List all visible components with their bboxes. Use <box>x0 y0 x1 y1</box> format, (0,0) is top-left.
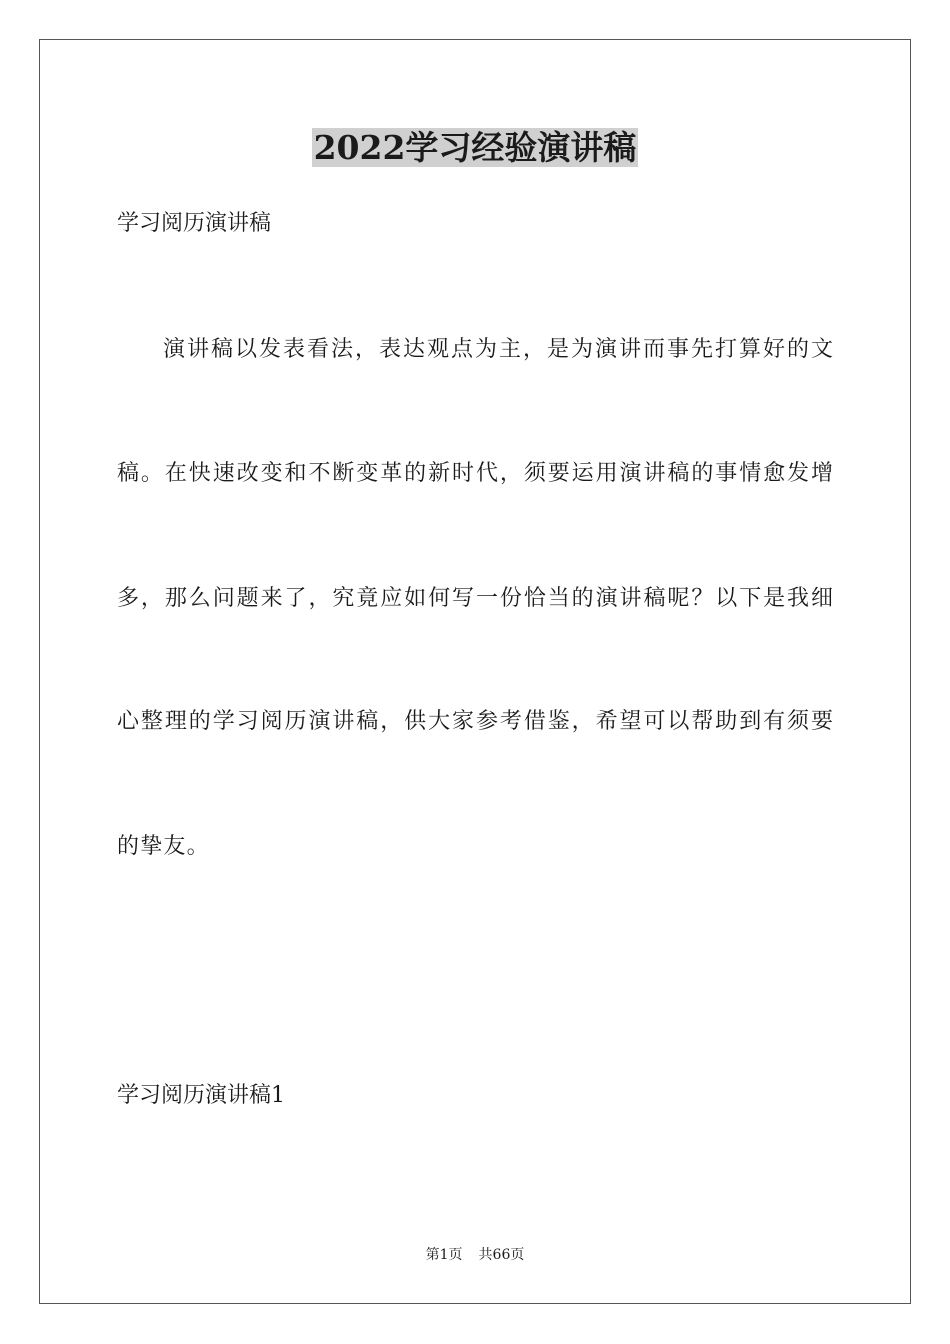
paragraph-line: 多，那么问题来了，究竟应如何写一份恰当的演讲稿呢？以下是我细 <box>117 586 833 611</box>
document-title-text: 2022学习经验演讲稿 <box>313 128 637 167</box>
paragraph-line: 心整理的学习阅历演讲稿，供大家参考借鉴，希望可以帮助到有须要 <box>117 709 833 734</box>
section-heading: 学习阅历演讲稿 <box>117 211 272 236</box>
page-number: 第1页 <box>425 1247 463 1263</box>
page-total: 共66页 <box>478 1247 525 1263</box>
paragraph-line: 的挚友。 <box>117 834 210 859</box>
paragraph-line: 演讲稿以发表看法，表达观点为主，是为演讲而事先打算好的文 <box>163 337 833 362</box>
document-title <box>0 124 950 172</box>
page-footer <box>0 1245 950 1265</box>
section-heading: 学习阅历演讲稿1 <box>117 1083 285 1108</box>
paragraph-line: 稿。在快速改变和不断变革的新时代，须要运用演讲稿的事情愈发增 <box>117 461 833 486</box>
